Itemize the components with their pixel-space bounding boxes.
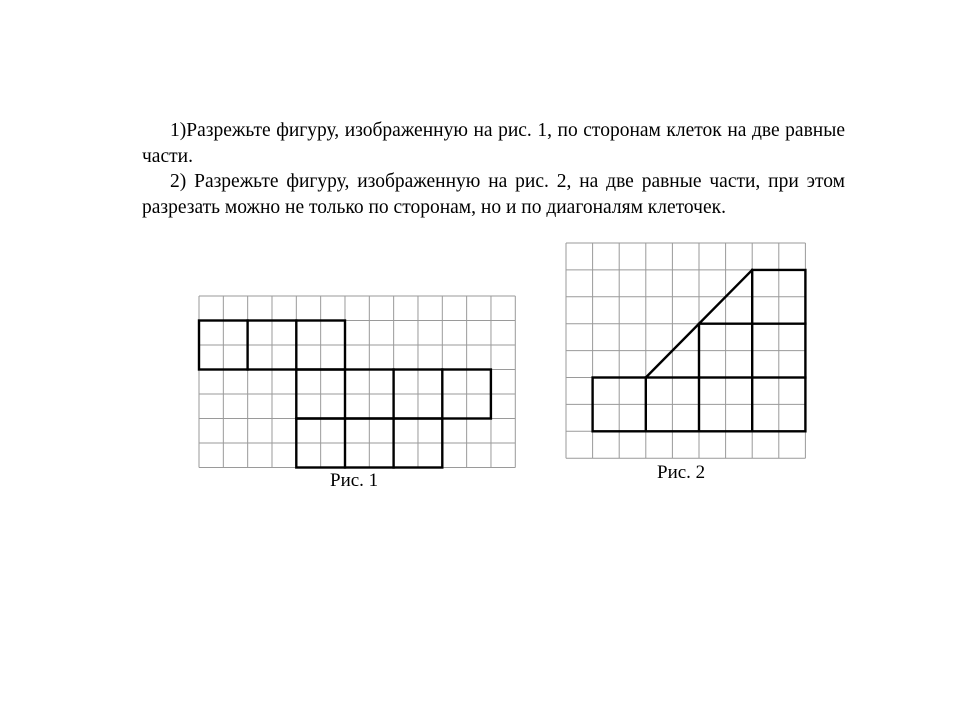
figure-2-grid <box>566 243 806 459</box>
figure-2-grid-lines <box>566 243 805 458</box>
task-1-text <box>142 118 845 170</box>
task-1-body: 1)Разрежьте фигуру, изображенную на рис. 1, по сторонам клеток на две равные части. <box>142 120 845 167</box>
figure-2-caption: Рис. 2 <box>657 462 706 483</box>
figure-1-grid <box>199 296 517 468</box>
figure-1-caption: Рис. 1 <box>330 470 379 491</box>
task-2-text <box>142 169 845 221</box>
task-2-body: 2) Разрежьте фигуру, изображенную на рис. 2, на две равные части, при этом разрезать можно не только по сторонам, но и по диагоналям клеточек. <box>142 171 845 218</box>
